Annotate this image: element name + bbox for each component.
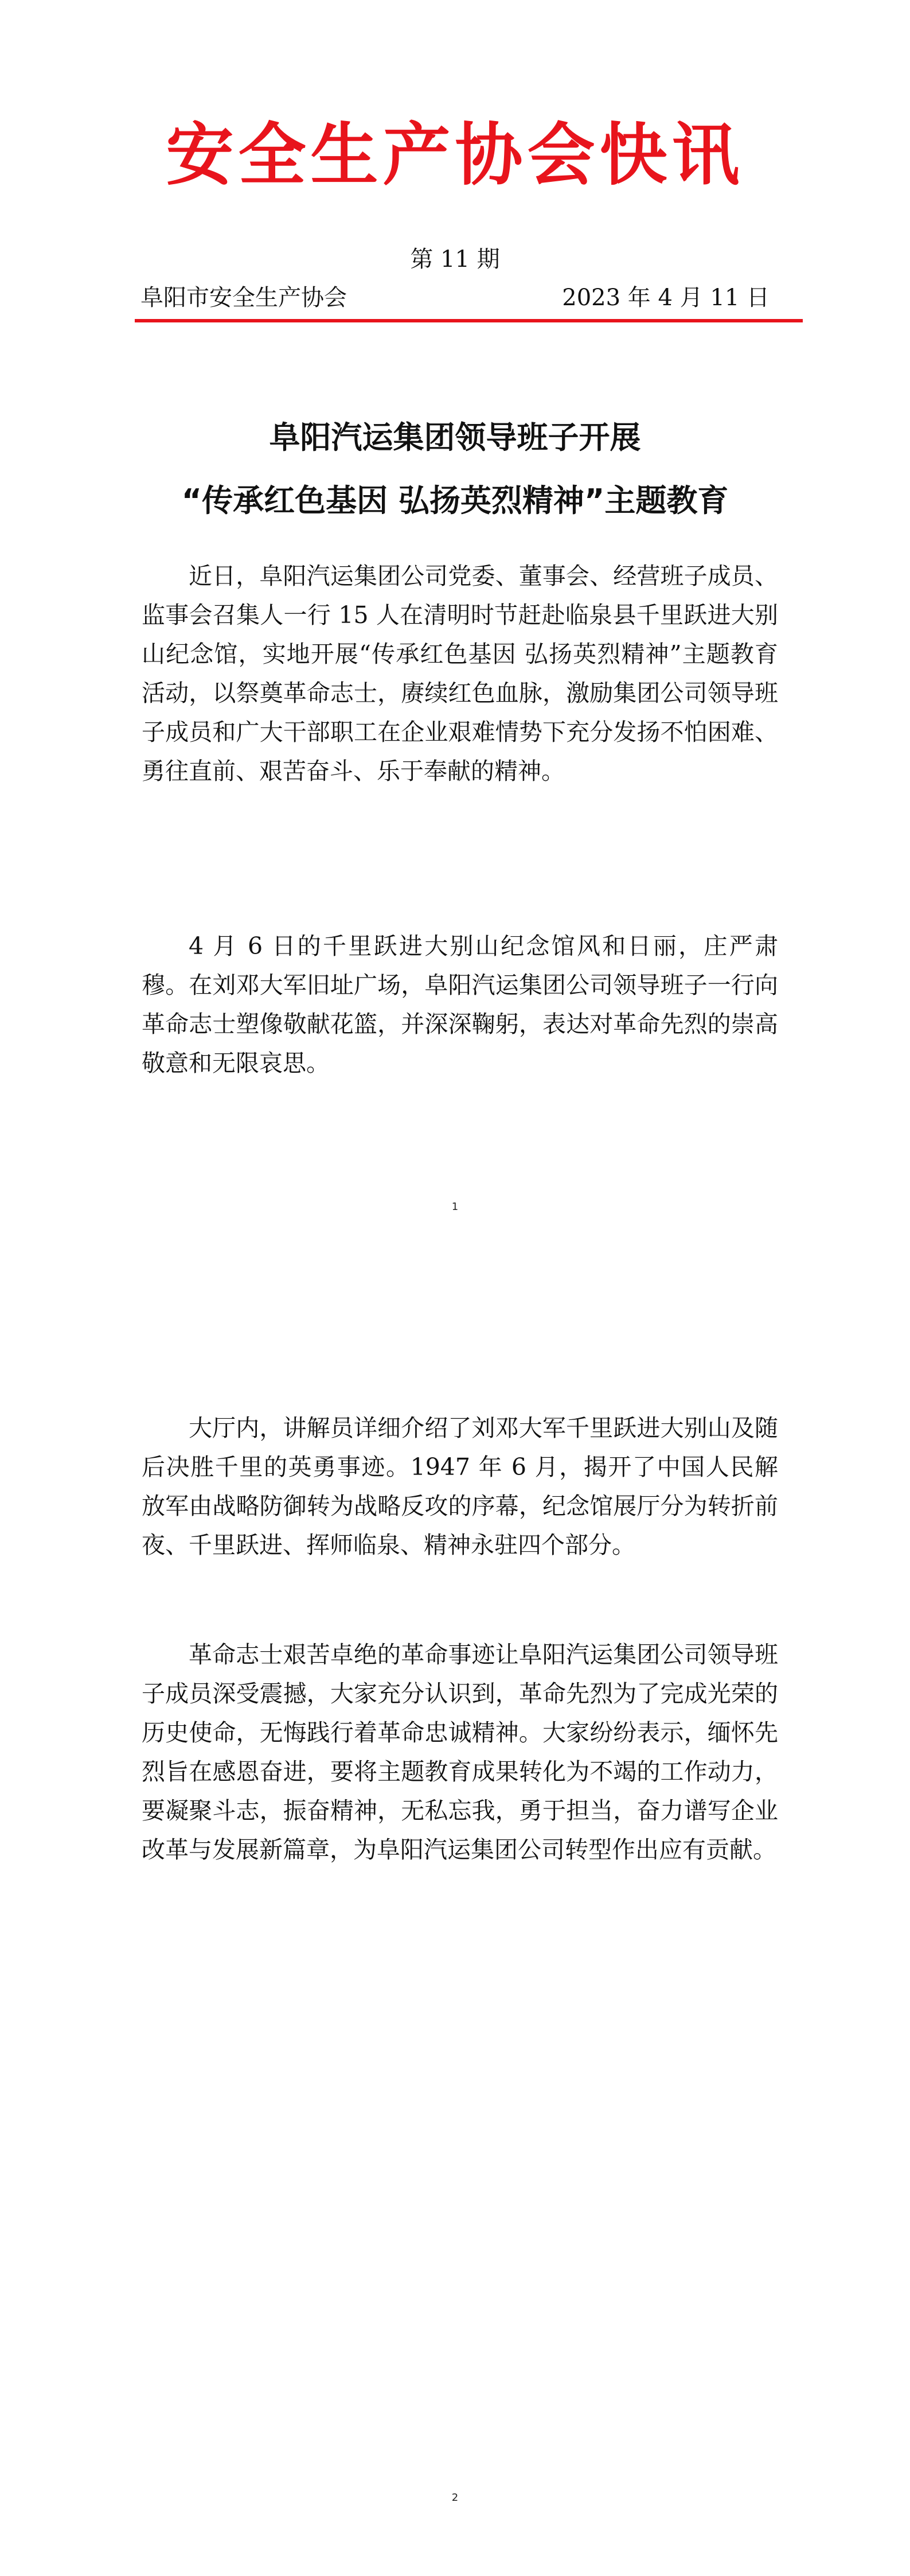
page-number: 1 — [451, 1201, 459, 1213]
document-page-2 — [0, 1288, 910, 2576]
article-paragraph-2: 4 月 6 日的千里跃进大别山纪念馆风和日丽，庄严肃穆。在刘邓大军旧址广场，阜阳汽运集团公司领导班子一行向革命志士塑像敬献花篮，并深深鞠躬，表达对革命先烈的崇高敬意和无限哀思。 — [142, 932, 778, 1077]
article-headline-line-1: 阜阳汽运集团领导班子开展 — [269, 419, 641, 456]
article-paragraph-3: 大厅内，讲解员详细介绍了刘邓大军千里跃进大别山及随后决胜千里的英勇事迹。1947 年 6 月，揭开了中国人民解放军由战略防御转为战略反攻的序幕，纪念馆展厅分为转折前夜、千里跃进、挥师临泉、精神永驻四个部分。 — [142, 1414, 778, 1559]
article-headline-line-2: “传承红色基因 弘扬英烈精神”主题教育 — [181, 482, 729, 519]
header-divider — [135, 319, 803, 322]
publisher-organization: 阜阳市安全生产协会 — [140, 285, 347, 311]
page-number: 2 — [451, 2492, 459, 2504]
issue-number: 第 11 期 — [410, 246, 500, 273]
article-paragraph-1: 近日，阜阳汽运集团公司党委、董事会、经营班子成员、监事会召集人一行 15 人在清明时节赶赴临泉县千里跃进大别山纪念馆，实地开展“传承红色基因 弘扬英烈精神”主题教育活动，以祭奠革命志士，赓续红色血脉，激励集团公司领导班子成员和广大干部职工在企业艰难情势下充分发扬不怕困难、勇往直前、艰苦奋斗、乐于奉献的精神。 — [142, 562, 778, 785]
article-paragraph-4: 革命志士艰苦卓绝的革命事迹让阜阳汽运集团公司领导班子成员深受震撼，大家充分认识到，革命先烈为了完成光荣的历史使命，无悔践行着革命忠诚精神。大家纷纷表示，缅怀先烈旨在感恩奋进，要将主题教育成果转化为不竭的工作动力，要凝聚斗志，振奋精神，无私忘我，勇于担当，奋力谱写企业改革与发展新篇章，为阜阳汽运集团公司转型作出应有贡献。 — [142, 1641, 778, 1863]
masthead-title: 安全生产协会快讯 — [166, 115, 744, 194]
publish-date: 2023 年 4 月 11 日 — [562, 285, 770, 311]
